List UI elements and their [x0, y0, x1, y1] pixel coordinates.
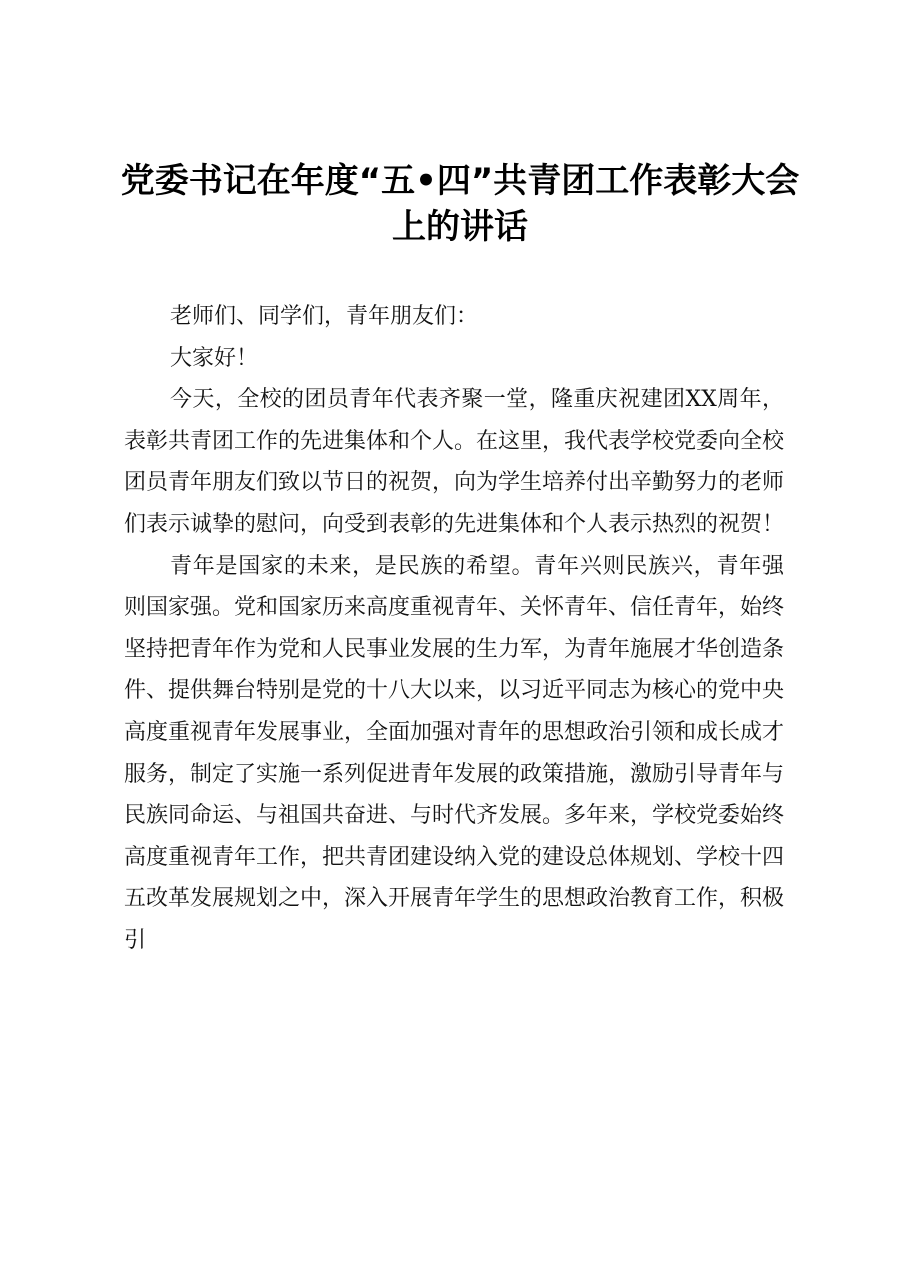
body-paragraph: 今天，全校的团员青年代表齐聚一堂，隆重庆祝建团XX周年，表彰共青团工作的先进集体和个人。在这里，我代表学校党委向全校团员青年朋友们致以节日的祝贺，向为学生培养付出辛勤努力的老师们表示诚挚的慰问，向受到表彰的先进集体和个人表示热烈的祝贺！ — [124, 387, 785, 537]
greeting-paragraph: 大家好！ — [170, 345, 259, 371]
document-title: 党委书记在年度“五•四”共青团工作表彰大会上的讲话 — [120, 161, 800, 247]
body-paragraph: 青年是国家的未来，是民族的希望。青年兴则民族兴，青年强则国家强。党和国家历来高度重视青年、关怀青年、信任青年，始终坚持把青年作为党和人民事业发展的生力军，为青年施展才华创造条件、提供舞台特别是党的十八大以来，以习近平同志为核心的党中央高度重视青年发展事业，全面加强对青年的思想政治引领和成长成才服务，制定了实施一系列促进青年发展的政策措施，激励引导青年与民族同命运、与祖国共奋进、与时代齐发展。多年来，学校党委始终高度重视青年工作，把共青团建设纳入党的建设总体规划、学校十四五改革发展规划之中，深入开展青年学生的思想政治教育工作，积极引 — [124, 553, 785, 953]
document-body — [124, 296, 784, 962]
salutation-paragraph: 老师们、同学们，青年朋友们： — [170, 304, 479, 329]
